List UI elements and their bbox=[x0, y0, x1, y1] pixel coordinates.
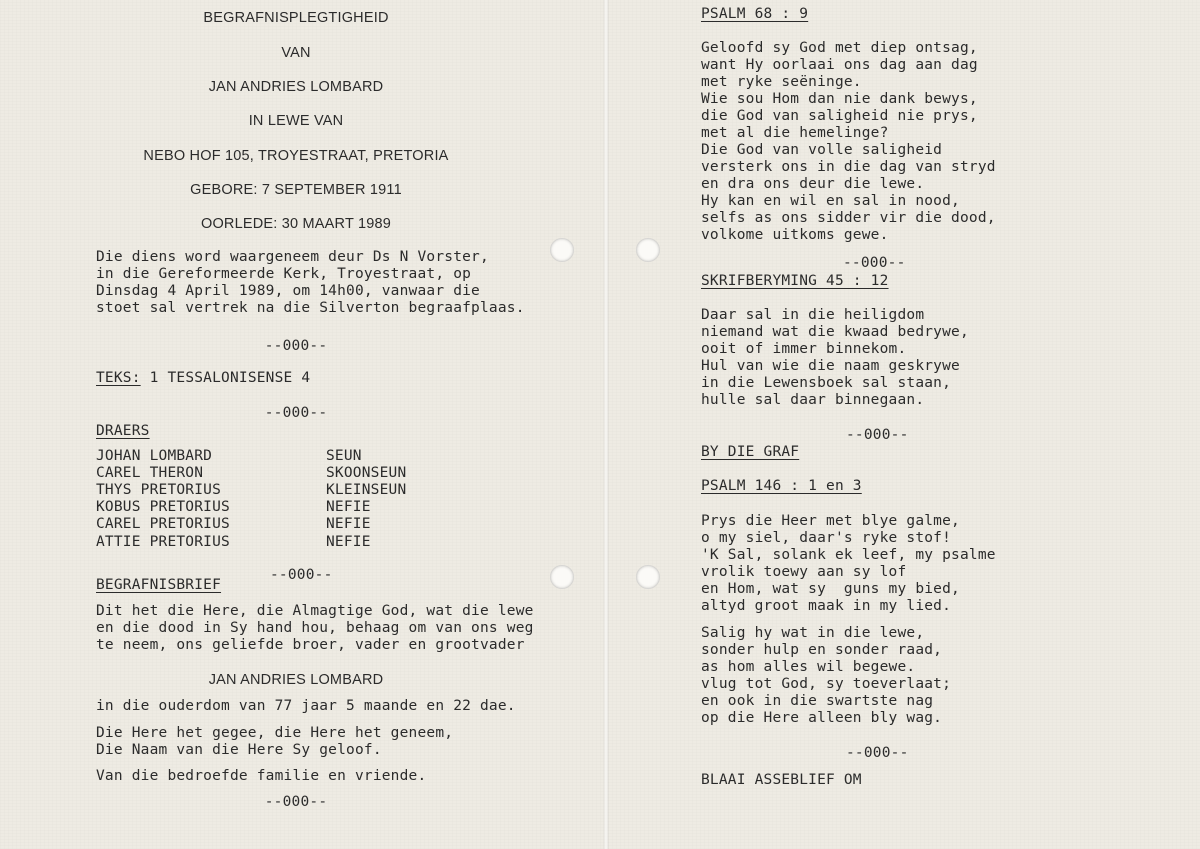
program-title: BEGRAFNISPLEGTIGHEID bbox=[203, 10, 389, 26]
skrifberyming-line: Daar sal in die heiligdom bbox=[701, 307, 925, 323]
death-line bbox=[96, 216, 496, 233]
bearer-name: JOHAN LOMBARD bbox=[96, 448, 213, 464]
psalm68-line: Hy kan en wil en sal in nood, bbox=[701, 193, 960, 209]
service-line: Die diens word waargeneem deur Ds N Vorster, bbox=[96, 249, 489, 265]
psalm146-heading: PSALM 146 : 1 en 3 bbox=[701, 478, 862, 494]
separator: --000-- bbox=[264, 405, 328, 421]
psalm68-line: Wie sou Hom dan nie dank bewys, bbox=[701, 91, 978, 107]
psalm68-line: met al die hemelinge? bbox=[701, 125, 889, 141]
teks-value: 1 TESSALONISENSE 4 bbox=[149, 370, 311, 386]
scripture-line: Die Naam van die Here Sy geloof. bbox=[96, 742, 382, 758]
psalm68-line: versterk ons in die dag van stryd bbox=[701, 159, 996, 175]
deceased-name: JAN ANDRIES LOMBARD bbox=[208, 79, 384, 95]
psalm68-line: die God van saligheid nie prys, bbox=[701, 108, 978, 124]
bearer-relation: NEFIE bbox=[326, 516, 371, 532]
center-fold bbox=[603, 0, 609, 849]
psalm68-line: en dra ons deur die lewe. bbox=[701, 176, 925, 192]
bearer-relation: SEUN bbox=[326, 448, 362, 464]
psalm68-heading: PSALM 68 : 9 bbox=[701, 6, 809, 22]
psalm68-line: met ryke seëninge. bbox=[701, 74, 862, 90]
skrifberyming-line: ooit of immer binnekom. bbox=[701, 341, 907, 357]
psalm146-line: o my siel, daar's ryke stof! bbox=[701, 530, 952, 546]
service-line: in die Gereformeerde Kerk, Troyestraat, op bbox=[96, 266, 472, 282]
teks-line bbox=[96, 370, 310, 387]
birth-line bbox=[96, 182, 496, 199]
brief-line: te neem, ons geliefde broer, vader en grootvader bbox=[96, 637, 525, 653]
death-label: OORLEDE: bbox=[200, 216, 278, 232]
psalm146-line: vlug tot God, sy toeverlaat; bbox=[701, 676, 952, 692]
death-date: 30 MAART 1989 bbox=[281, 216, 392, 232]
separator: --000-- bbox=[264, 794, 328, 810]
teks-label: TEKS: bbox=[96, 370, 141, 386]
skrifberyming-line: hulle sal daar binnegaan. bbox=[701, 392, 925, 408]
psalm68-line: Die God van volle saligheid bbox=[701, 142, 943, 158]
punch-hole bbox=[636, 238, 660, 262]
please-turn-over: BLAAI ASSEBLIEF OM bbox=[701, 772, 862, 788]
bearer-relation: NEFIE bbox=[326, 534, 371, 550]
skrifberyming-line: niemand wat die kwaad bedrywe, bbox=[701, 324, 969, 340]
age-line: in die ouderdom van 77 jaar 5 maande en 22 dae. bbox=[96, 698, 516, 714]
bearer-name: THYS PRETORIUS bbox=[96, 482, 222, 498]
psalm146-line: altyd groot maak in my lied. bbox=[701, 598, 952, 614]
bearer-relation: KLEINSEUN bbox=[326, 482, 407, 498]
punch-hole bbox=[550, 565, 574, 589]
bearer-name: CAREL THERON bbox=[96, 465, 204, 481]
punch-hole bbox=[636, 565, 660, 589]
service-line: Dinsdag 4 April 1989, om 14h00, vanwaar die bbox=[96, 283, 480, 299]
bearer-name: KOBUS PRETORIUS bbox=[96, 499, 230, 515]
van-label: VAN bbox=[281, 45, 311, 61]
brief-heading: BEGRAFNISBRIEF bbox=[96, 577, 222, 593]
psalm68-line: want Hy oorlaai ons dag aan dag bbox=[701, 57, 978, 73]
brief-line: Dit het die Here, die Almagtige God, wat die lewe bbox=[96, 603, 534, 619]
psalm146-line: sonder hulp en sonder raad, bbox=[701, 642, 943, 658]
bearer-name: ATTIE PRETORIUS bbox=[96, 534, 230, 550]
address: NEBO HOF 105, TROYESTRAAT, PRETORIA bbox=[143, 148, 449, 164]
psalm68-line: volkome uitkoms gewe. bbox=[701, 227, 889, 243]
psalm146-line: en ook in die swartste nag bbox=[701, 693, 934, 709]
separator: --000-- bbox=[846, 745, 909, 761]
bearer-name: CAREL PRETORIUS bbox=[96, 516, 230, 532]
skrifberyming-line: in die Lewensboek sal staan, bbox=[701, 375, 952, 391]
psalm68-line: Geloofd sy God met diep ontsag, bbox=[701, 40, 978, 56]
psalm146-line: vrolik toewy aan sy lof bbox=[701, 564, 907, 580]
psalm146-line: op die Here alleen bly wag. bbox=[701, 710, 943, 726]
draers-heading: DRAERS bbox=[96, 423, 150, 439]
brief-line: en die dood in Sy hand hou, behaag om van ons weg bbox=[96, 620, 534, 636]
psalm146-line: as hom alles wil begewe. bbox=[701, 659, 916, 675]
bearer-relation: NEFIE bbox=[326, 499, 371, 515]
psalm146-line: Prys die Heer met blye galme, bbox=[701, 513, 960, 529]
psalm146-line: en Hom, wat sy guns my bied, bbox=[701, 581, 960, 597]
separator: --000-- bbox=[846, 427, 909, 443]
birth-date: 7 SEPTEMBER 1911 bbox=[261, 182, 402, 198]
skrifberyming-heading: SKRIFBERYMING 45 : 12 bbox=[701, 273, 889, 289]
in-lewe-van-label: IN LEWE VAN bbox=[248, 113, 344, 129]
by-die-graf-heading: BY DIE GRAF bbox=[701, 444, 800, 460]
skrifberyming-line: Hul van wie die naam geskrywe bbox=[701, 358, 960, 374]
family-line: Van die bedroefde familie en vriende. bbox=[96, 768, 427, 784]
scripture-line: Die Here het gegee, die Here het geneem, bbox=[96, 725, 454, 741]
separator: --000-- bbox=[270, 567, 333, 583]
separator: --000-- bbox=[843, 255, 906, 271]
psalm146-line: 'K Sal, solank ek leef, my psalme bbox=[701, 547, 996, 563]
psalm146-line: Salig hy wat in die lewe, bbox=[701, 625, 925, 641]
psalm68-line: selfs as ons sidder vir die dood, bbox=[701, 210, 996, 226]
bearer-relation: SKOONSEUN bbox=[326, 465, 407, 481]
brief-deceased-name: JAN ANDRIES LOMBARD bbox=[208, 672, 384, 688]
birth-label: GEBORE: bbox=[190, 182, 258, 198]
separator: --000-- bbox=[264, 338, 328, 354]
punch-hole bbox=[550, 238, 574, 262]
service-line: stoet sal vertrek na die Silverton begraafplaas. bbox=[96, 300, 525, 316]
